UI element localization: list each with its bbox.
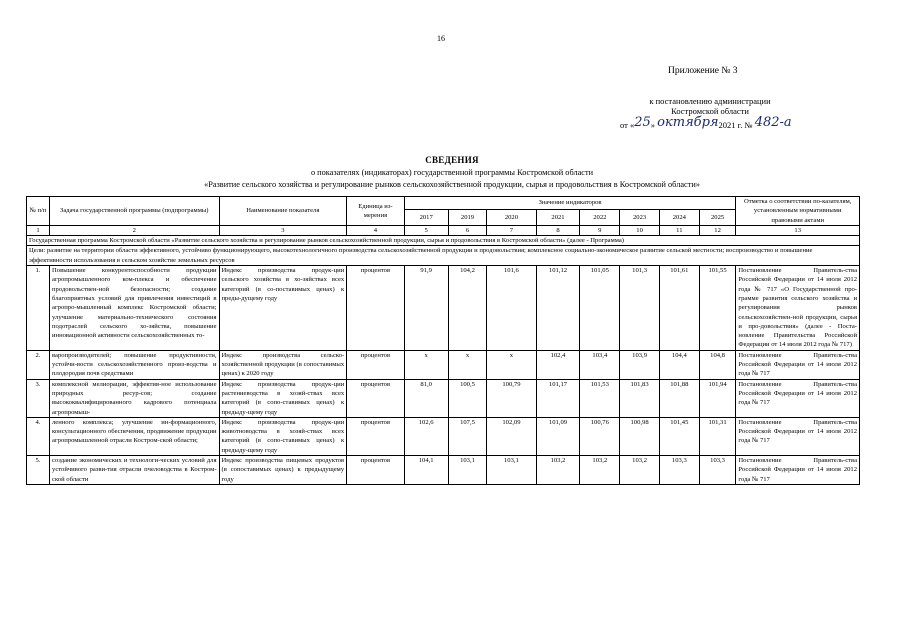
- table-row: [27, 266, 860, 351]
- task-text: создание экономических и технологи-ческих условий для устойчивого разви-тия отрасли пчеловодства в Костром-ской области: [50, 456, 220, 485]
- value-cell: 101,6: [487, 266, 536, 351]
- date-year-text: 2021 г. №: [718, 120, 753, 130]
- value-cell: х: [404, 350, 448, 379]
- unit: процентов: [347, 350, 405, 379]
- value-cell: 104,2: [448, 266, 487, 351]
- value-cell: 100,76: [580, 417, 620, 455]
- year-header: 2017: [404, 210, 448, 225]
- legal-note: Постановление Правитель-ства Российской Федерации от 14 июля 2012 года № 717 «О Государственной про-грамме развития сельского хозяйства и регулирования рынков сельскохозяйствен-ной продукции, сырья и про-довольствия» (далее - Поста-новление Правительства Российской Федерации от 14 июля 2012 года № 717): [736, 266, 860, 351]
- value-cell: 101,05: [580, 266, 620, 351]
- program-row-text: Государственная программа Костромской области «Развитие сельского хозяйства и регулирование рынков сельскохозяйственной продукции, сырья и продовольствия в Костромской области» (далее - Программа): [27, 236, 860, 246]
- column-number: 7: [487, 225, 536, 235]
- legal-note: Постановление Правитель-ства Российской Федерации от 14 июля 2012 года № 717: [736, 350, 860, 379]
- approval-line-2: Костромской области: [671, 106, 749, 116]
- value-cell: 103,2: [580, 456, 620, 485]
- column-number: 12: [699, 225, 736, 235]
- column-number: 8: [536, 225, 580, 235]
- value-cell: х: [487, 350, 536, 379]
- page-number: 16: [437, 34, 445, 43]
- task-text: ленного комплекса; улучшение ин-формационного, консультационного обеспечения, продвижение продукции агропромышленной отрасли Костром-ской области;: [50, 417, 220, 455]
- goal-row: [27, 246, 860, 266]
- value-cell: 104,1: [404, 456, 448, 485]
- year-header: 2020: [487, 210, 536, 225]
- row-num: 1.: [27, 266, 50, 351]
- table-row: [27, 350, 860, 379]
- column-number: 10: [620, 225, 660, 235]
- handwritten-number: 482-а: [754, 115, 792, 130]
- value-cell: 107,5: [448, 417, 487, 455]
- column-numbers-row: [27, 225, 860, 235]
- value-cell: 101,94: [699, 379, 736, 417]
- header-values: Значение индикаторов: [404, 197, 736, 210]
- indicators-table: [26, 196, 860, 485]
- value-cell: 103,1: [487, 456, 536, 485]
- year-header: 2019: [448, 210, 487, 225]
- table-row: [27, 379, 860, 417]
- value-cell: 104,4: [659, 350, 699, 379]
- value-cell: 101,09: [536, 417, 580, 455]
- document-heading: СВЕДЕНИЯ: [425, 155, 479, 165]
- unit: процентов: [347, 266, 405, 351]
- row-num: 3.: [27, 379, 50, 417]
- year-header: 2023: [620, 210, 660, 225]
- value-cell: 101,3: [620, 266, 660, 351]
- value-cell: 101,12: [536, 266, 580, 351]
- column-number: 6: [448, 225, 487, 235]
- value-cell: 100,5: [448, 379, 487, 417]
- indicator-name: Индекс производства продук-ции животноводства в хозяй-ствах всех категорий (в сопо-ставимых ценах) к предыду-щему году: [219, 417, 347, 455]
- year-header: 2022: [580, 210, 620, 225]
- value-cell: 101,31: [699, 417, 736, 455]
- table-row: [27, 417, 860, 455]
- value-cell: 102,6: [404, 417, 448, 455]
- value-cell: 103,4: [580, 350, 620, 379]
- year-header: 2024: [659, 210, 699, 225]
- value-cell: 103,1: [448, 456, 487, 485]
- date-prefix: от «: [620, 120, 635, 130]
- column-number: 13: [736, 225, 860, 235]
- legal-note: Постановление Правитель-ства Российской Федерации от 14 июля 2012 года № 717: [736, 456, 860, 485]
- column-number: 9: [580, 225, 620, 235]
- value-cell: 101,17: [536, 379, 580, 417]
- value-cell: 102,09: [487, 417, 536, 455]
- value-cell: 104,8: [699, 350, 736, 379]
- header-indicator: Наименование показателя: [219, 197, 347, 226]
- column-number: 4: [347, 225, 405, 235]
- value-cell: 103,3: [699, 456, 736, 485]
- value-cell: 91,9: [404, 266, 448, 351]
- column-number: 5: [404, 225, 448, 235]
- header-row-1: [27, 197, 860, 210]
- value-cell: 103,9: [620, 350, 660, 379]
- program-row: [27, 236, 860, 246]
- row-num: 2.: [27, 350, 50, 379]
- table-row: [27, 456, 860, 485]
- indicator-name: Индекс производства сельско-хозяйственной продукции (в сопоставимых ценах) к 2020 году: [219, 350, 347, 379]
- value-cell: х: [448, 350, 487, 379]
- indicator-name: Индекс производства продук-ции растениеводства в хозяй-ствах всех категорий (в сопо-ставимых ценах) к предыду-щему году: [219, 379, 347, 417]
- column-number: 2: [50, 225, 220, 235]
- value-cell: 102,4: [536, 350, 580, 379]
- program-title: «Развитие сельского хозяйства и регулирование рынков сельскохозяйственной продукции, сырья и продовольствия в Костромской области»: [204, 180, 700, 189]
- row-num: 5.: [27, 456, 50, 485]
- handwritten-day: 25: [634, 115, 651, 130]
- value-cell: 100,79: [487, 379, 536, 417]
- year-header: 2021: [536, 210, 580, 225]
- value-cell: 81,0: [404, 379, 448, 417]
- value-cell: 100,98: [620, 417, 660, 455]
- value-cell: 101,55: [699, 266, 736, 351]
- year-header: 2025: [699, 210, 736, 225]
- value-cell: 101,83: [620, 379, 660, 417]
- handwritten-month: октября: [657, 115, 719, 130]
- unit: процентов: [347, 417, 405, 455]
- unit: процентов: [347, 456, 405, 485]
- task-text: варопроизводителей; повышение продуктивности, устойчи-вости сельскохозяйственного произ-водства и плодородия почв средствами: [50, 350, 220, 379]
- appendix-label: Приложение № 3: [668, 66, 738, 76]
- column-number: 3: [219, 225, 347, 235]
- goal-row-text: Цели: развитие на территории области эффективного, устойчиво функционирующего, высокотехнологичного производства сельскохозяйственной продукции и продовольствия; комплексное социально-экономическое развитие сельской местности; воспроизводство и повышение эффективности использования в сельском хозяйстве земельных ресурсов: [27, 246, 860, 266]
- value-cell: 103,2: [536, 456, 580, 485]
- header-unit: Единица из-мерения: [347, 197, 405, 226]
- approval-line-1: к постановлению администрации: [649, 96, 771, 106]
- indicator-name: Индекс производства пищевых продуктов (в сопоставимых ценах) к предыдущему году: [219, 456, 347, 485]
- indicator-name: Индекс производства продук-ции сельского хозяйства в хо-зяйствах всех категорий (в со-поставимых ценах) к преды-дущему году: [219, 266, 347, 351]
- column-number: 1: [27, 225, 50, 235]
- column-number: 11: [659, 225, 699, 235]
- date-quote-close: »: [650, 120, 656, 130]
- row-num: 4.: [27, 417, 50, 455]
- task-text: Повышение конкурентоспособности продукции агропромышленного ком-плекса и обеспечение продовольствен-ной безопасности; создание благоприятных условий для привлечения инвестиций в агропро-мышленный комплекс Костромской области; улучшение материально-технического состояния подотраслей сельского хо-зяйства, повышение инновационной активности сельскохозяйственных то-: [50, 266, 220, 351]
- resolution-date-line: [620, 117, 792, 132]
- value-cell: 101,88: [659, 379, 699, 417]
- unit: процентов: [347, 379, 405, 417]
- approval-block: [610, 96, 810, 116]
- header-task: Задача государственной программы (подпрограммы): [50, 197, 220, 226]
- task-text: комплексной мелиорации, эффектив-ное использование природных ресур-сов; создание высококвалифицированного кадрового потенциала агропромыш-: [50, 379, 220, 417]
- header-note: Отметка о соответствии по-казателям, установленным нормативными правовыми актами: [736, 197, 860, 226]
- document-subtitle: о показателях (индикаторах) государственной программы Костромской области: [310, 168, 594, 177]
- value-cell: 103,3: [659, 456, 699, 485]
- value-cell: 101,45: [659, 417, 699, 455]
- legal-note: Постановление Правитель-ства Российской Федерации от 14 июля 2012 года № 717: [736, 417, 860, 455]
- legal-note: Постановление Правитель-ства Российской Федерации от 14 июля 2012 года № 717: [736, 379, 860, 417]
- header-num: № п/п: [27, 197, 50, 226]
- value-cell: 101,53: [580, 379, 620, 417]
- value-cell: 101,61: [659, 266, 699, 351]
- value-cell: 103,2: [620, 456, 660, 485]
